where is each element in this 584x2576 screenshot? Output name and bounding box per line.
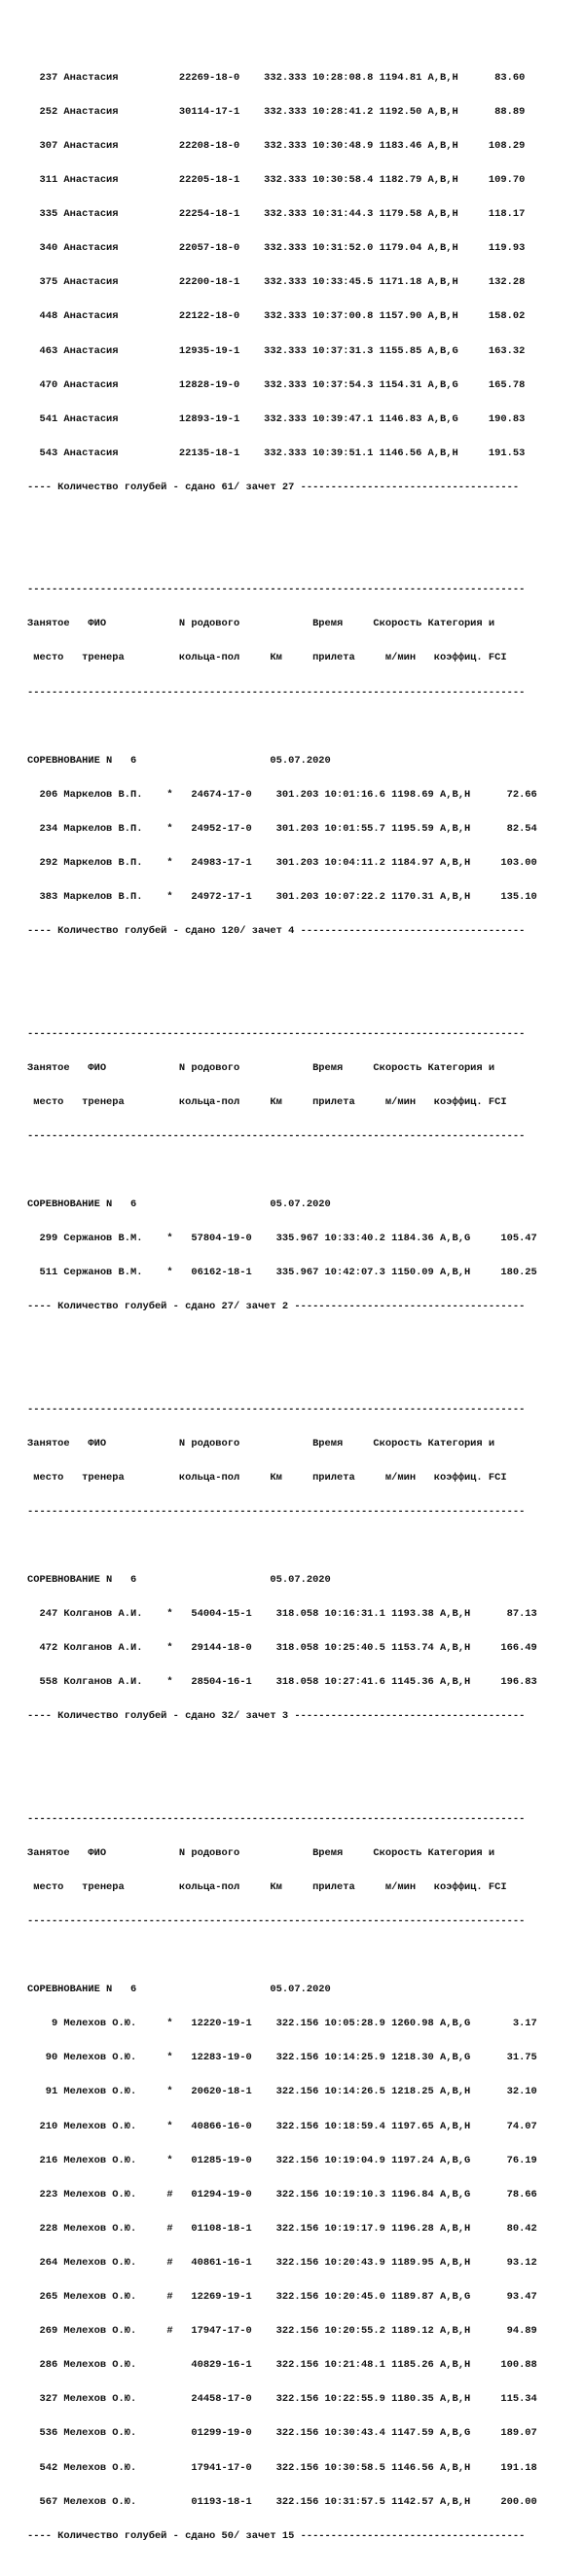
separator-line: ----------------------------------------------------------------------------------	[27, 1027, 526, 1040]
results-document	[27, 27, 572, 2576]
separator-line: ----------------------------------------------------------------------------------	[27, 1915, 526, 1927]
column-header-line-2: место тренера кольца-пол Км прилета м/мин коэффиц. FCI	[27, 1880, 507, 1893]
result-row: 327 Мелехов О.Ю. 24458-17-0 322.156 10:22:55.9 1180.35 A,B,H 115.34	[27, 2393, 537, 2406]
separator-line: ----------------------------------------------------------------------------------	[27, 584, 526, 596]
competition-title: СОРЕВНОВАНИЕ N 6 05.07.2020	[27, 1198, 331, 1210]
result-row: 470 Анастасия 12828-19-0 332.333 10:37:54.3 1154.31 A,B,G 165.78	[27, 378, 526, 391]
column-header-line-1: Занятое ФИО N родового Время Скорость Категория и	[27, 1437, 495, 1449]
section-serzhanov	[27, 1006, 572, 1336]
section-summary: ---- Количество голубей - сдано 50/ зачет 15 -------------------------------------	[27, 2529, 526, 2542]
result-row: 567 Мелехов О.Ю. 01193-18-1 322.156 10:31:57.5 1142.57 A,B,H 200.00	[27, 2495, 537, 2508]
result-row: 292 Маркелов В.П. * 24983-17-1 301.203 10:04:11.2 1184.97 A,B,H 103.00	[27, 857, 537, 869]
column-header-line-2: место тренера кольца-пол Км прилета м/мин коэффиц. FCI	[27, 1095, 507, 1108]
result-row: 383 Маркелов В.П. * 24972-17-1 301.203 10:07:22.2 1170.31 A,B,H 135.10	[27, 891, 537, 904]
result-row: 335 Анастасия 22254-18-1 332.333 10:31:44.3 1179.58 A,B,H 118.17	[27, 208, 526, 221]
result-row: 206 Маркелов В.П. * 24674-17-0 301.203 10:01:16.6 1198.69 A,B,H 72.66	[27, 788, 537, 801]
column-header-line-2: место тренера кольца-пол Км прилета м/мин коэффиц. FCI	[27, 1471, 507, 1484]
result-row: 265 Мелехов О.Ю. # 12269-19-1 322.156 10:20:45.0 1189.87 A,B,G 93.47	[27, 2291, 537, 2304]
result-row: 216 Мелехов О.Ю. * 01285-19-0 322.156 10:19:04.9 1197.24 A,B,G 76.19	[27, 2154, 537, 2166]
result-row: 558 Колганов А.И. * 28504-16-1 318.058 10:27:41.6 1145.36 A,B,H 196.83	[27, 1676, 537, 1689]
result-row: 237 Анастасия 22269-18-0 332.333 10:28:08.8 1194.81 A,B,H 83.60	[27, 71, 526, 84]
result-row: 472 Колганов А.И. * 29144-18-0 318.058 10:25:40.5 1153.74 A,B,H 166.49	[27, 1642, 537, 1655]
result-row: 269 Мелехов О.Ю. # 17947-17-0 322.156 10:20:55.2 1189.12 A,B,H 94.89	[27, 2325, 537, 2338]
result-row: 536 Мелехов О.Ю. 01299-19-0 322.156 10:30:43.4 1147.59 A,B,G 189.07	[27, 2427, 537, 2440]
section-summary: ---- Количество голубей - сдано 27/ зачет 2 --------------------------------------	[27, 1301, 526, 1313]
separator-line: ----------------------------------------------------------------------------------	[27, 1129, 526, 1142]
result-row: 375 Анастасия 22200-18-1 332.333 10:33:45.5 1171.18 A,B,H 132.28	[27, 276, 526, 289]
column-header-line-2: место тренера кольца-пол Км прилета м/мин коэффиц. FCI	[27, 652, 507, 664]
result-row: 543 Анастасия 22135-18-1 332.333 10:39:51.1 1146.56 A,B,H 191.53	[27, 447, 526, 459]
section-summary: ---- Количество голубей - сдано 61/ зачет 27 ------------------------------------	[27, 481, 520, 493]
result-row: 90 Мелехов О.Ю. * 12283-19-0 322.156 10:14:25.9 1218.30 A,B,G 31.75	[27, 2052, 537, 2064]
column-header-line-1: Занятое ФИО N родового Время Скорость Категория и	[27, 618, 495, 630]
result-row: 299 Сержанов В.М. * 57804-19-0 335.967 10:33:40.2 1184.36 A,B,G 105.47	[27, 1233, 537, 1245]
result-row: 223 Мелехов О.Ю. # 01294-19-0 322.156 10:19:10.3 1196.84 A,B,G 78.66	[27, 2188, 537, 2200]
result-row: 9 Мелехов О.Ю. * 12220-19-1 322.156 10:05:28.9 1260.98 A,B,G 3.17	[27, 2018, 537, 2030]
result-row: 463 Анастасия 12935-19-1 332.333 10:37:31.3 1155.85 A,B,G 163.32	[27, 344, 526, 357]
top-results-block	[27, 50, 572, 517]
result-row: 91 Мелехов О.Ю. * 20620-18-1 322.156 10:14:26.5 1218.25 A,B,H 32.10	[27, 2086, 537, 2098]
competition-title: СОРЕВНОВАНИЕ N 6 05.07.2020	[27, 1984, 331, 1996]
result-row: 448 Анастасия 22122-18-0 332.333 10:37:00.8 1157.90 A,B,H 158.02	[27, 310, 526, 323]
section-summary: ---- Количество голубей - сдано 32/ зачет 3 --------------------------------------	[27, 1710, 526, 1723]
column-header-line-1: Занятое ФИО N родового Время Скорость Категория и	[27, 1061, 495, 1074]
section-summary: ---- Количество голубей - сдано 120/ зачет 4 -------------------------------------	[27, 925, 526, 938]
result-row: 234 Маркелов В.П. * 24952-17-0 301.203 10:01:55.7 1195.59 A,B,H 82.54	[27, 822, 537, 835]
result-row: 311 Анастасия 22205-18-1 332.333 10:30:58.4 1182.79 A,B,H 109.70	[27, 174, 526, 187]
competition-title: СОРЕВНОВАНИЕ N 6 05.07.2020	[27, 1574, 331, 1587]
separator-line: ----------------------------------------------------------------------------------	[27, 1505, 526, 1518]
section-markelov	[27, 562, 572, 960]
result-row: 247 Колганов А.И. * 54004-15-1 318.058 10:16:31.1 1193.38 A,B,H 87.13	[27, 1608, 537, 1621]
result-row: 307 Анастасия 22208-18-0 332.333 10:30:48.9 1183.46 A,B,H 108.29	[27, 140, 526, 152]
result-row: 541 Анастасия 12893-19-1 332.333 10:39:47.1 1146.83 A,B,G 190.83	[27, 412, 526, 425]
result-row: 340 Анастасия 22057-18-0 332.333 10:31:52.0 1179.04 A,B,H 119.93	[27, 242, 526, 255]
section-kolganov	[27, 1381, 572, 1745]
result-row: 286 Мелехов О.Ю. 40829-16-1 322.156 10:21:48.1 1185.26 A,B,H 100.88	[27, 2359, 537, 2372]
separator-line: ----------------------------------------------------------------------------------	[27, 1812, 526, 1825]
result-row: 252 Анастасия 30114-17-1 332.333 10:28:41.2 1192.50 A,B,H 88.89	[27, 105, 526, 118]
result-row: 228 Мелехов О.Ю. # 01108-18-1 322.156 10:19:17.9 1196.28 A,B,H 80.42	[27, 2222, 537, 2235]
separator-line: ----------------------------------------------------------------------------------	[27, 1403, 526, 1415]
result-row: 210 Мелехов О.Ю. * 40866-16-0 322.156 10:18:59.4 1197.65 A,B,H 74.07	[27, 2120, 537, 2132]
section-melekhov	[27, 1791, 572, 2564]
result-row: 264 Мелехов О.Ю. # 40861-16-1 322.156 10:20:43.9 1189.95 A,B,H 93.12	[27, 2256, 537, 2269]
competition-title: СОРЕВНОВАНИЕ N 6 05.07.2020	[27, 754, 331, 767]
column-header-line-1: Занятое ФИО N родового Время Скорость Категория и	[27, 1846, 495, 1859]
separator-line: ----------------------------------------------------------------------------------	[27, 686, 526, 698]
result-row: 511 Сержанов В.М. * 06162-18-1 335.967 10:42:07.3 1150.09 A,B,H 180.25	[27, 1267, 537, 1279]
result-row: 542 Мелехов О.Ю. 17941-17-0 322.156 10:30:58.5 1146.56 A,B,H 191.18	[27, 2461, 537, 2474]
